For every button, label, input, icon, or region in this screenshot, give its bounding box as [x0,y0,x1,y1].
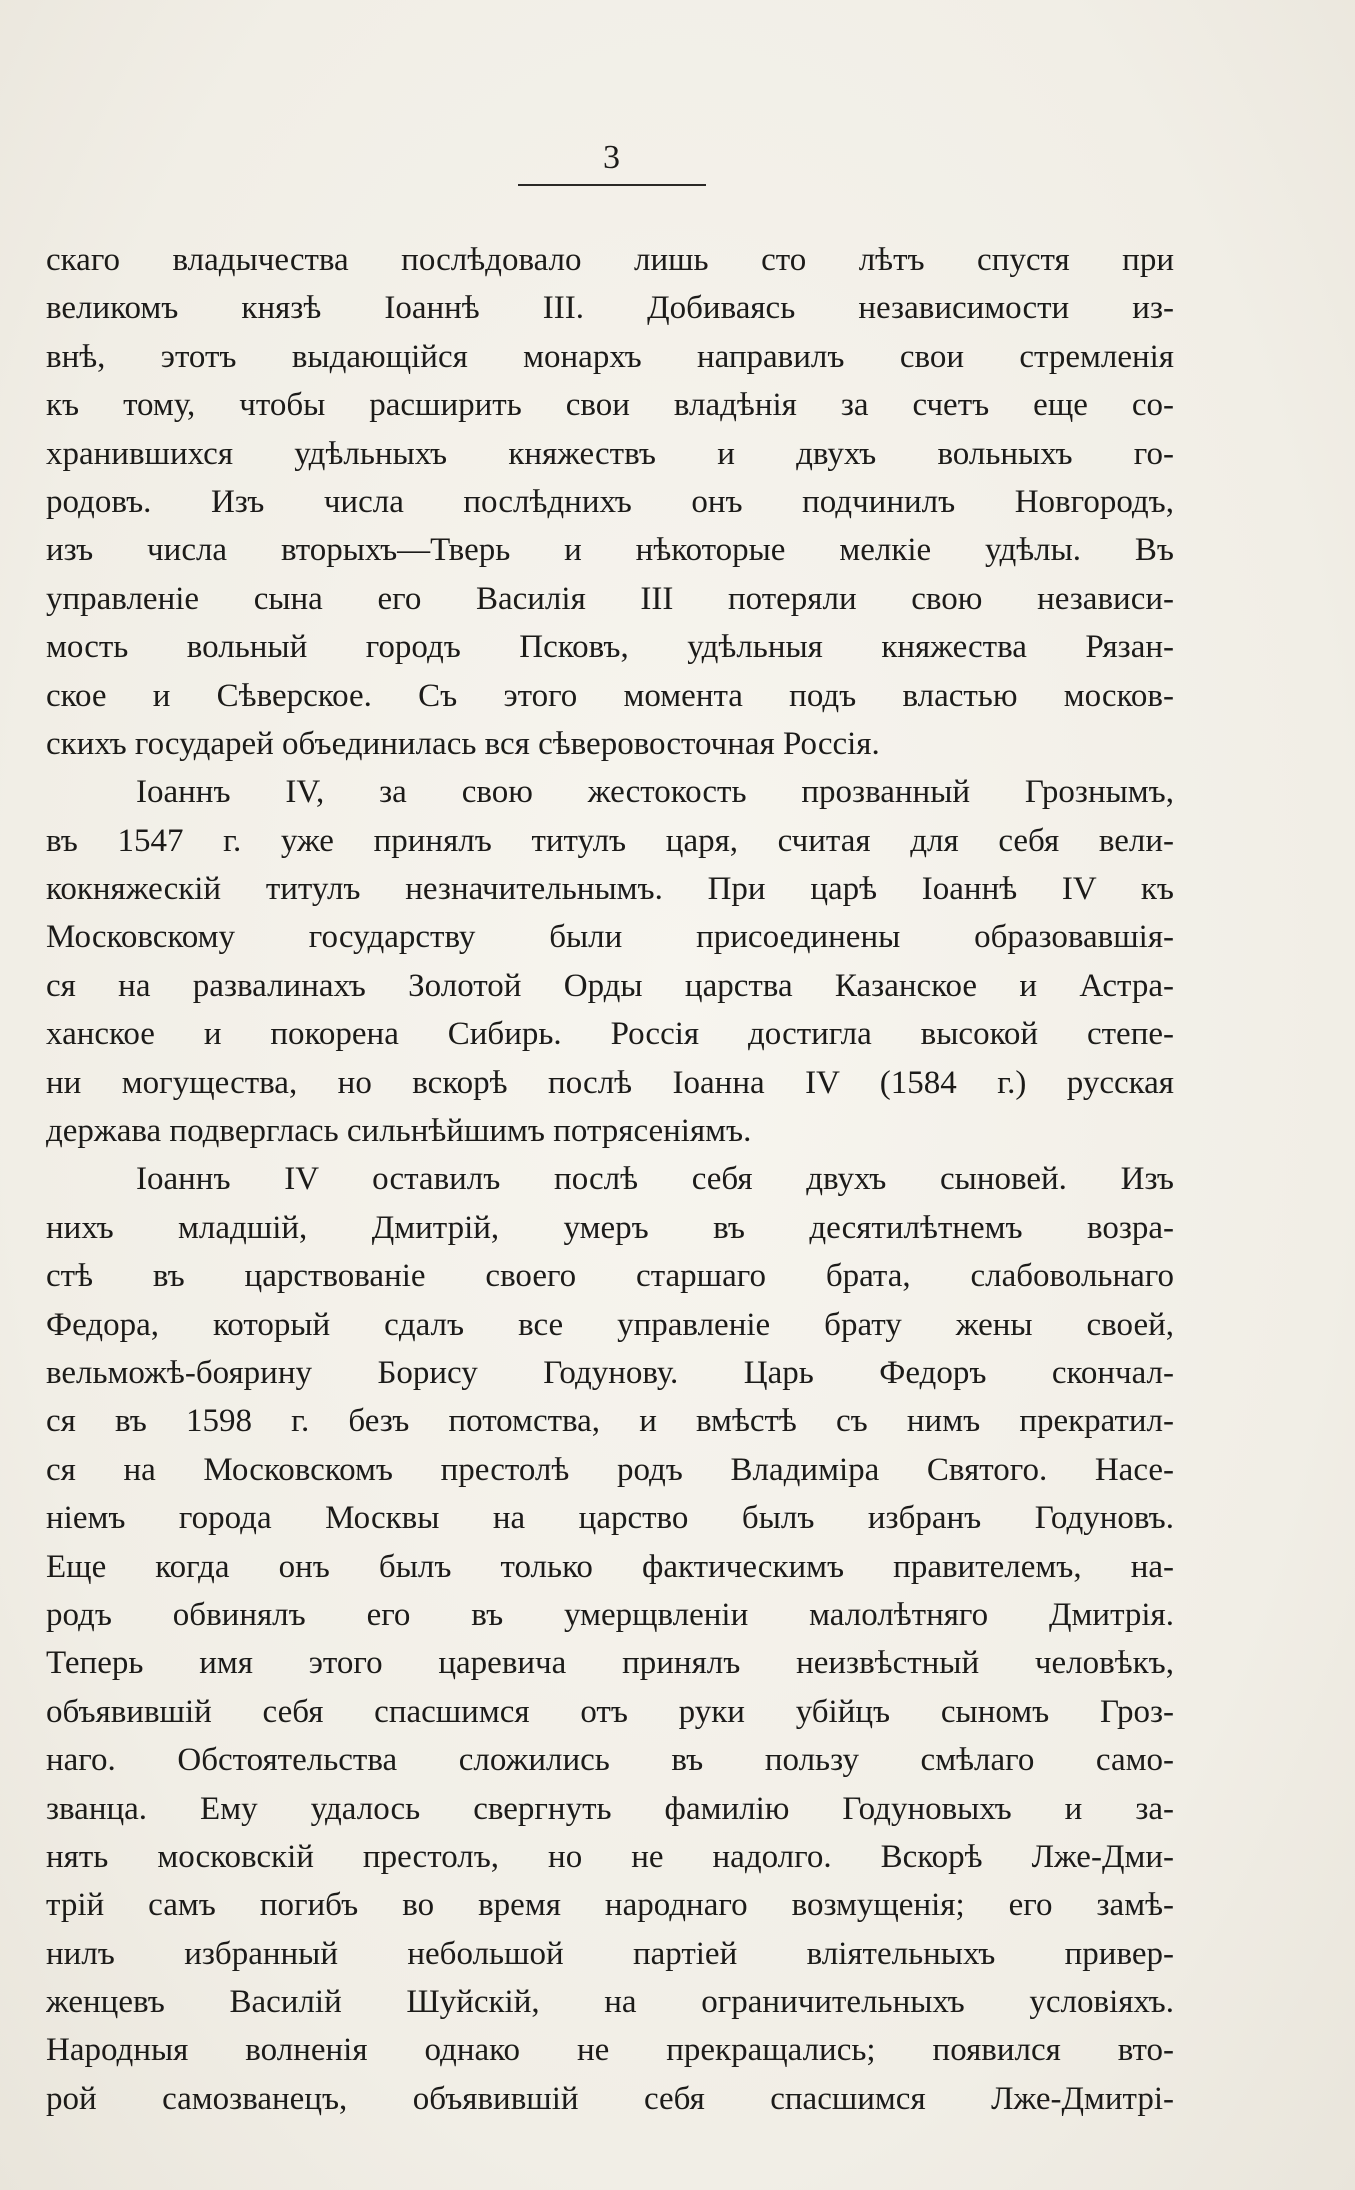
text-line: нихъ младшій, Дмитрій, умеръ въ десятилѣтнемъ возра- [46,1209,1174,1246]
text-line: вельможѣ-боярину Борису Годунову. Царь Федоръ скончал- [46,1354,1174,1391]
text-line: скаго владычества послѣдовало лишь сто лѣтъ спустя при [46,242,1174,278]
text-line: нять московскій престолъ, но не надолго. Вскорѣ Лже-Дми- [46,1838,1174,1875]
text-line: женцевъ Василій Шуйскій, на ограничительныхъ условіяхъ. [46,1984,1174,2021]
text-line: родовъ. Изъ числа послѣднихъ онъ подчинилъ Новгородъ, [46,483,1174,520]
text-line: Народныя волненія однако не прекращались; появился вто- [46,2032,1174,2069]
text-line: къ тому, чтобы расширить свои владѣнія за счетъ еще со- [46,387,1174,424]
page-header [518,138,706,186]
text-line: Іоаннъ IV, за свою жестокость прозванный Грознымъ, [136,774,1174,811]
text-line: Федора, который сдалъ все управленіе брату жены своей, [46,1306,1174,1343]
text-line: ское и Сѣверское. Съ этого момента подъ властью москов- [46,677,1174,714]
text-line: хранившихся удѣльныхъ княжествъ и двухъ вольныхъ го- [46,435,1174,472]
paragraph-3 [46,1155,1174,2123]
text-line: кокняжескій титулъ незначительнымъ. При царѣ Іоаннѣ IV къ [46,871,1174,908]
text-line: ни могущества, но вскорѣ послѣ Іоанна IV (1584 г.) русская [46,1064,1174,1101]
text-line: управленіе сына его Василія III потеряли свою независи- [46,580,1174,617]
text-line: Теперь имя этого царевича принялъ неизвѣстный человѣкъ, [46,1645,1174,1682]
page-number: 3 [603,139,621,176]
text-line: Іоаннъ IV оставилъ послѣ себя двухъ сыновей. Изъ [136,1161,1174,1198]
text-line: стѣ въ царствованіе своего старшаго брата, слабовольнаго [46,1258,1174,1295]
text-line: въ 1547 г. уже принялъ титулъ царя, считая для себя вели- [46,822,1174,859]
paragraph-1 [46,236,1174,768]
text-line: нилъ избранный небольшой партіей вліятельныхъ привер- [46,1935,1174,1972]
text-line: великомъ князѣ Іоаннѣ III. Добиваясь независимости из- [46,290,1174,327]
text-line: наго. Обстоятельства сложились въ пользу смѣлаго само- [46,1742,1174,1779]
text-line: внѣ, этотъ выдающійся монархъ направилъ свои стремленія [46,338,1174,375]
text-line: изъ числа вторыхъ—Тверь и нѣкоторые мелкіе удѣлы. Въ [46,532,1174,569]
text-line: ся въ 1598 г. безъ потомства, и вмѣстѣ съ нимъ прекратил- [46,1403,1174,1440]
text-line: рой самозванецъ, объявившій себя спасшимся Лже-Дмитрі- [46,2080,1174,2117]
text-line: ніемъ города Москвы на царство былъ избранъ Годуновъ. [46,1500,1174,1537]
text-line: объявившій себя спасшимся отъ руки убійцъ сыномъ Гроз- [46,1693,1174,1730]
text-line: званца. Ему удалось свергнуть фамилію Годуновыхъ и за- [46,1790,1174,1827]
text-line: скихъ государей объединилась вся сѣверовосточная Россія. [46,725,880,762]
text-line: держава подверглась сильнѣйшимъ потрясеніямъ. [46,1113,752,1150]
body-text [46,236,1174,2123]
text-line: Еще когда онъ былъ только фактическимъ правителемъ, на- [46,1548,1174,1585]
text-line: Московскому государству были присоединены образовавшія- [46,919,1174,956]
text-line: ханское и покорена Сибирь. Россія достигла высокой степе- [46,1016,1174,1053]
text-line: ся на развалинахъ Золотой Орды царства Казанское и Астра- [46,967,1174,1004]
text-line: трій самъ погибъ во время народнаго возмущенія; его замѣ- [46,1887,1174,1924]
paragraph-2 [46,768,1174,1155]
text-line: ся на Московскомъ престолѣ родъ Владиміра Святого. Насе- [46,1451,1174,1488]
text-line: родъ обвинялъ его въ умерщвленіи малолѣтняго Дмитрія. [46,1596,1174,1633]
text-line: мость вольный городъ Псковъ, удѣльныя княжества Рязан- [46,629,1174,666]
header-rule [518,184,706,186]
